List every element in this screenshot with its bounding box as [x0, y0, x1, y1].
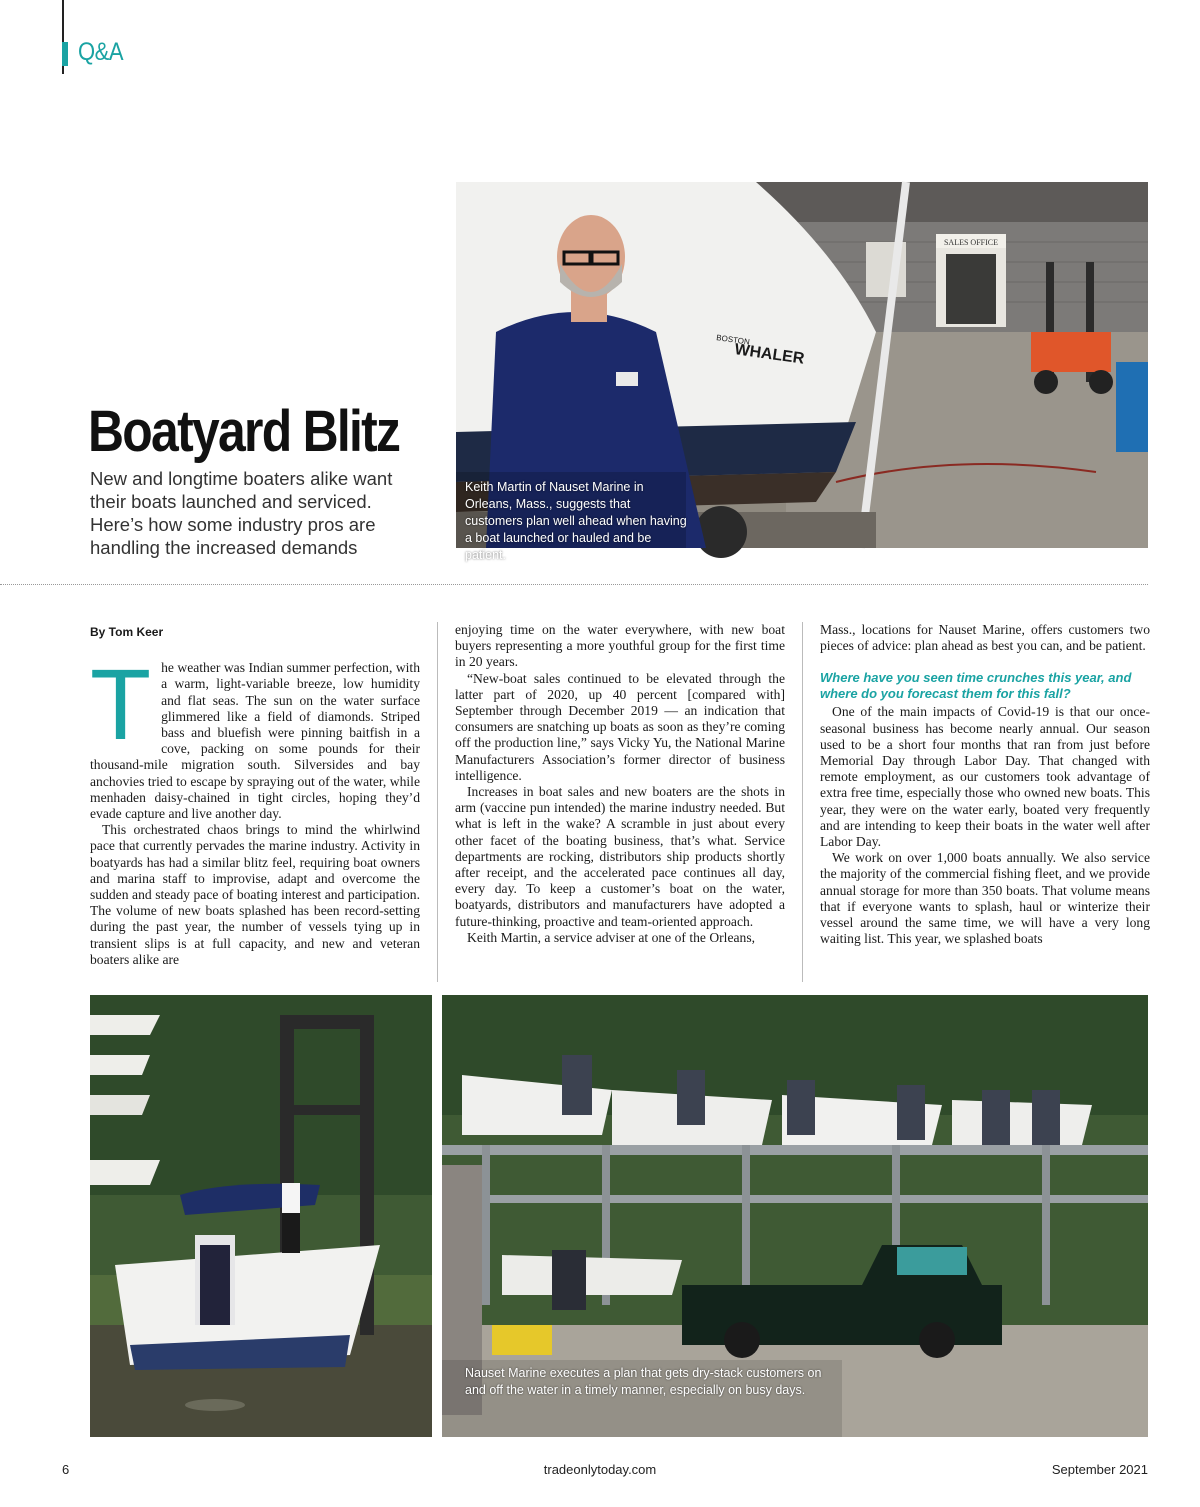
section-marker: [62, 42, 68, 66]
paragraph: enjoying time on the water everywhere, with new boat buyers representing a more youthful group for the first time in 20 years.: [455, 622, 785, 670]
column-2: [455, 622, 785, 982]
bottom-left-photo: [90, 995, 432, 1437]
page-number: 6: [62, 1462, 70, 1477]
paragraph: Mass., locations for Nauset Marine, offers customers two pieces of advice: plan ahead as best you can, and be patient.: [820, 622, 1150, 654]
column-1: [90, 622, 420, 982]
paragraph: We work on over 1,000 boats annually. We also service the majority of the commercial fishing fleet, and we provide annual storage for more than 350 boats. That volume means that if everyone wants to splash, haul or winterize their vessel around the same time, we will have a very long waiting list. This year, we splashed boats: [820, 850, 1150, 947]
top-photo-caption: Keith Martin of Nauset Marine in Orleans, Mass., suggests that customers plan well ahead when having a boat launched or hauled and be patient.: [465, 480, 687, 562]
hull-brand-small: BOSTON: [715, 333, 751, 347]
column-rule: [437, 622, 438, 982]
bottom-right-photo: [442, 995, 1148, 1437]
drop-cap: T: [90, 649, 152, 762]
top-photo: [456, 182, 1148, 562]
column-3: [820, 622, 1150, 982]
footer-site: tradeonlytoday.com: [543, 1462, 657, 1477]
paragraph: One of the main impacts of Covid-19 is that our once-seasonal business has become nearly annual. Our season used to be a short four months that ran from just before Memorial Day through Labor Day. That changed with remote employment, as our customers took advantage of extra free time, especially those who owned new boats. This year, they were on the water early, boated very frequently and are intending to keep their boats in the water well after Labor Day.: [820, 704, 1150, 850]
paragraph: “New-boat sales continued to be elevated through the latter part of 2020, up 40 percent [compared with] September through December 2019 — an indication that consumers are snatching up boats as soon as they’re coming off the production line,” says Vicky Yu, the National Marine Manufacturers Association’s former director of business intelligence.: [455, 670, 785, 783]
paragraph: This orchestrated chaos brings to mind the whirlwind pace that currently pervades the marine industry. Activity in boatyards has had a similar blitz feel, requiring boat owners and marina staff to improvise, adapt and overcome the sudden and steady pace of boating interest and participation. The volume of new boats splashed has been record-setting during the past year, the number of vessels tying up in transient slips is at full capacity, and new and veteran boaters alike are: [90, 822, 420, 967]
footer-date: September 2021: [1051, 1462, 1148, 1477]
paragraph: The weather was Indian summer perfection, with a warm, light-variable breeze, low humidity and flat seas. The sun on the water surface glimmered like a field of diamonds. Striped bass and bluefish were pinning baitfish in a cove, packing on some pounds for their thousand-mile migration south. Silversides and bay anchovies tried to escape by spraying out of the water, while menhaden daisy-chained in tight circles, hoping they’d evade capture and live another day.: [90, 649, 420, 822]
byline: By Tom Keer: [90, 625, 164, 639]
interview-question: Where have you seen time crunches this year, and where do you forecast them for this fall?: [820, 670, 1132, 702]
bottom-photo-caption: Nauset Marine executes a plan that gets dry-stack customers on and off the water in a timely manner, especially on busy days.: [465, 1366, 822, 1397]
sales-office-sign: SALES OFFICE: [943, 238, 999, 247]
hull-brand: WHALER: [733, 341, 806, 368]
paragraph: Keith Martin, a service adviser at one of the Orleans,: [467, 929, 756, 945]
paragraph: Increases in boat sales and new boaters are the shots in arm (vaccine pun intended) the marine industry needed. But what is left in the wake? A scramble in just about every other facet of the boating business, that’s what. Service departments are rocking, distributors ship products shortly after receipt, and the accelerated pace continues all day, every day. To keep a customer’s boat on the water, boatyards, distributors and manufacturers have adopted a future-thinking, proactive and team-oriented approach.: [455, 784, 785, 929]
section-divider: [0, 584, 1148, 585]
deck: New and longtime boaters alike want their boats launched and serviced. Here’s how some industry pros are handling the increased demands: [90, 468, 393, 558]
column-rule: [802, 622, 803, 982]
section-label: Q&A: [78, 38, 124, 66]
headline: Boatyard Blitz: [88, 399, 400, 464]
